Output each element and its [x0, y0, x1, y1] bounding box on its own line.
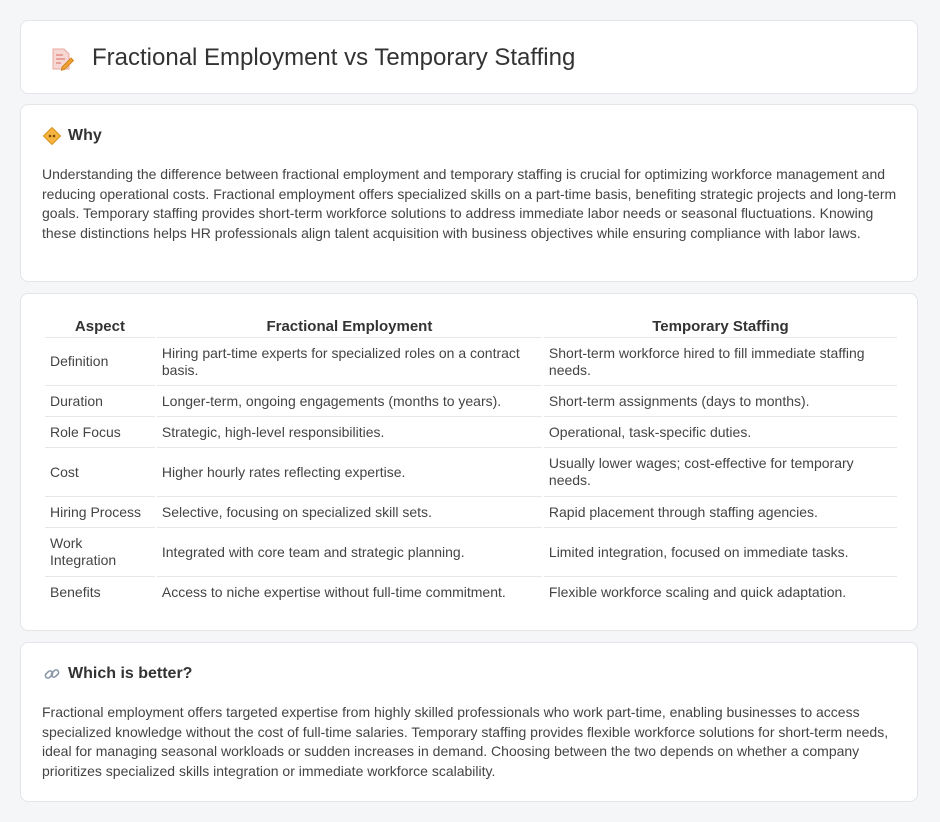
- document-pencil-icon: [49, 46, 75, 72]
- table-row: [45, 496, 897, 527]
- table-cell: Short-term assignments (days to months).: [544, 385, 897, 416]
- diamond-icon: [43, 127, 61, 145]
- table-cell: Limited integration, focused on immediate tasks.: [544, 527, 897, 576]
- better-heading: [43, 665, 192, 683]
- table-cell: Rapid placement through staffing agencies.: [544, 496, 897, 527]
- table-row: [45, 576, 897, 607]
- table-cell: Longer-term, ongoing engagements (months to years).: [157, 385, 542, 416]
- comparison-table: [43, 316, 899, 607]
- table-cell: Usually lower wages; cost-effective for temporary needs.: [544, 447, 897, 496]
- header-card: [20, 20, 918, 94]
- why-heading: [43, 127, 102, 145]
- table-cell: Operational, task-specific duties.: [544, 416, 897, 447]
- better-title: Which is better?: [68, 665, 193, 682]
- table-cell: Strategic, high-level responsibilities.: [157, 416, 542, 447]
- table-cell: Selective, focusing on specialized skill sets.: [157, 496, 542, 527]
- table-cell: Access to niche expertise without full-time commitment.: [157, 576, 542, 607]
- why-paragraph: Understanding the difference between fractional employment and temporary staffing is crucial for optimizing workforce management and reducing operational costs. Fractional employment offers specialized skills on a part-time basis, benefiting strategic projects and long-term goals. Temporary staffing provides short-term workforce solutions to address immediate labor needs or seasonal fluctuations. Knowing these distinctions helps HR professionals align talent acquisition with business objectives while ensuring compliance with labor laws.: [42, 166, 897, 241]
- header-temporary: Temporary Staffing: [652, 318, 789, 335]
- table-cell: Cost: [45, 447, 155, 496]
- table-row: [45, 337, 897, 385]
- table-row: [45, 385, 897, 416]
- header-aspect: Aspect: [74, 318, 125, 335]
- comparison-card: [20, 293, 918, 631]
- why-section: [20, 104, 918, 282]
- header-fractional: Fractional Employment: [266, 318, 433, 335]
- table-row: [45, 416, 897, 447]
- table-cell: Work Integration: [45, 527, 155, 576]
- why-title: Why: [68, 127, 102, 144]
- which-better-section: [20, 642, 918, 802]
- page-title: Fractional Employment vs Temporary Staffing: [92, 44, 576, 71]
- table-cell: Flexible workforce scaling and quick adaptation.: [544, 576, 897, 607]
- table-cell: Hiring part-time experts for specialized roles on a contract basis.: [157, 337, 542, 385]
- table-cell: Hiring Process: [45, 496, 155, 527]
- table-cell: Benefits: [45, 576, 155, 607]
- table-cell: Higher hourly rates reflecting expertise.: [157, 447, 542, 496]
- table-header-row: [45, 316, 897, 337]
- table-row: [45, 447, 897, 496]
- link-icon: [43, 665, 61, 683]
- table-cell: Integrated with core team and strategic planning.: [157, 527, 542, 576]
- table-cell: Short-term workforce hired to fill immediate staffing needs.: [544, 337, 897, 385]
- better-paragraph: Fractional employment offers targeted expertise from highly skilled professionals who work part-time, enabling businesses to access specialized knowledge without the cost of full-time salaries. Temporary staffing provides flexible workforce solutions for short-term needs, ideal for managing seasonal workloads or sudden increases in demand. Choosing between the two depends on whether a company prioritizes specialized skills integration or immediate workforce scalability.: [42, 704, 889, 779]
- table-cell: Definition: [45, 337, 155, 385]
- table-row: [45, 527, 897, 576]
- table-cell: Duration: [45, 385, 155, 416]
- table-cell: Role Focus: [45, 416, 155, 447]
